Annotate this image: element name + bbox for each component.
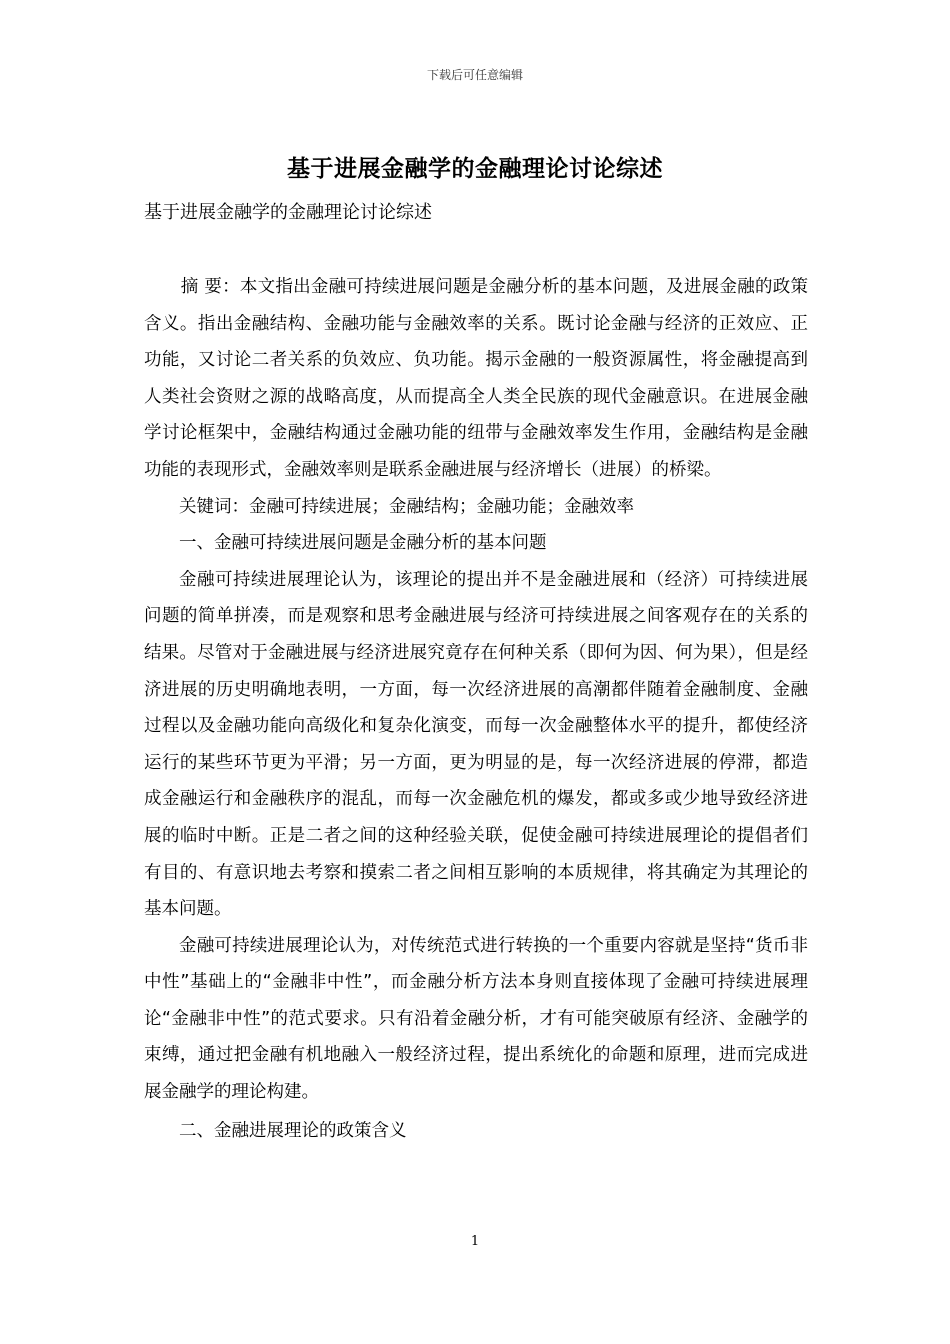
keywords-line: 关键词：金融可持续进展；金融结构；金融功能；金融效率: [179, 496, 634, 517]
document-title: 基于进展金融学的金融理论讨论综述: [287, 156, 663, 182]
document-body: [144, 199, 808, 1149]
section-1-paragraph-2: 金融可持续进展理论认为，对传统范式进行转换的一个重要内容就是坚持“货币非中性”基础上的“金融非中性”，而金融分析方法本身则直接体现了金融可持续进展理论“金融非中性”的范式要求。只有沿着金融分析，才有可能突破原有经济、金融学的束缚，通过把金融有机地融入一般经济过程，提出系统化的命题和原理，进而完成进展金融学的理论构建。: [144, 935, 808, 1103]
header-note: 下载后可任意编辑: [426, 68, 523, 82]
section-2-heading: 二、金融进展理论的政策含义: [179, 1120, 407, 1141]
page-number: 1: [470, 1234, 480, 1249]
section-1-heading: 一、金融可持续进展问题是金融分析的基本问题: [179, 533, 547, 554]
abstract-paragraph: 摘 要：本文指出金融可持续进展问题是金融分析的基本问题，及进展金融的政策含义。指出金融结构、金融功能与金融效率的关系。既讨论金融与经济的正效应、正功能，又讨论二者关系的负效应、负功能。揭示金融的一般资源属性，将金融提高到人类社会资财之源的战略高度，从而提高全人类全民族的现代金融意识。在进展金融学讨论框架中，金融结构通过金融功能的纽带与金融效率发生作用，金融结构是金融功能的表现形式，金融效率则是联系金融进展与经济增长（进展）的桥梁。: [144, 277, 808, 480]
document-subtitle: 基于进展金融学的金融理论讨论综述: [144, 202, 432, 223]
section-1-paragraph-1: 金融可持续进展理论认为，该理论的提出并不是金融进展和（经济）可持续进展问题的简单拼凑，而是观察和思考金融进展与经济可持续进展之间客观存在的关系的结果。尽管对于金融进展与经济进展究竟存在何种关系（即何为因、何为果），但是经济进展的历史明确地表明，一方面，每一次经济进展的高潮都伴随着金融制度、金融过程以及金融功能向高级化和复杂化演变，而每一次金融整体水平的提升，都使经济运行的某些环节更为平滑；另一方面，更为明显的是，每一次经济进展的停滞，都造成金融运行和金融秩序的混乱，而每一次金融危机的爆发，都或多或少地导致经济进展的临时中断。正是二者之间的这种经验关联，促使金融可持续进展理论的提倡者们有目的、有意识地去考察和摸索二者之间相互影响的本质规律，将其确定为其理论的基本问题。: [144, 569, 808, 920]
spacer: [144, 227, 808, 269]
